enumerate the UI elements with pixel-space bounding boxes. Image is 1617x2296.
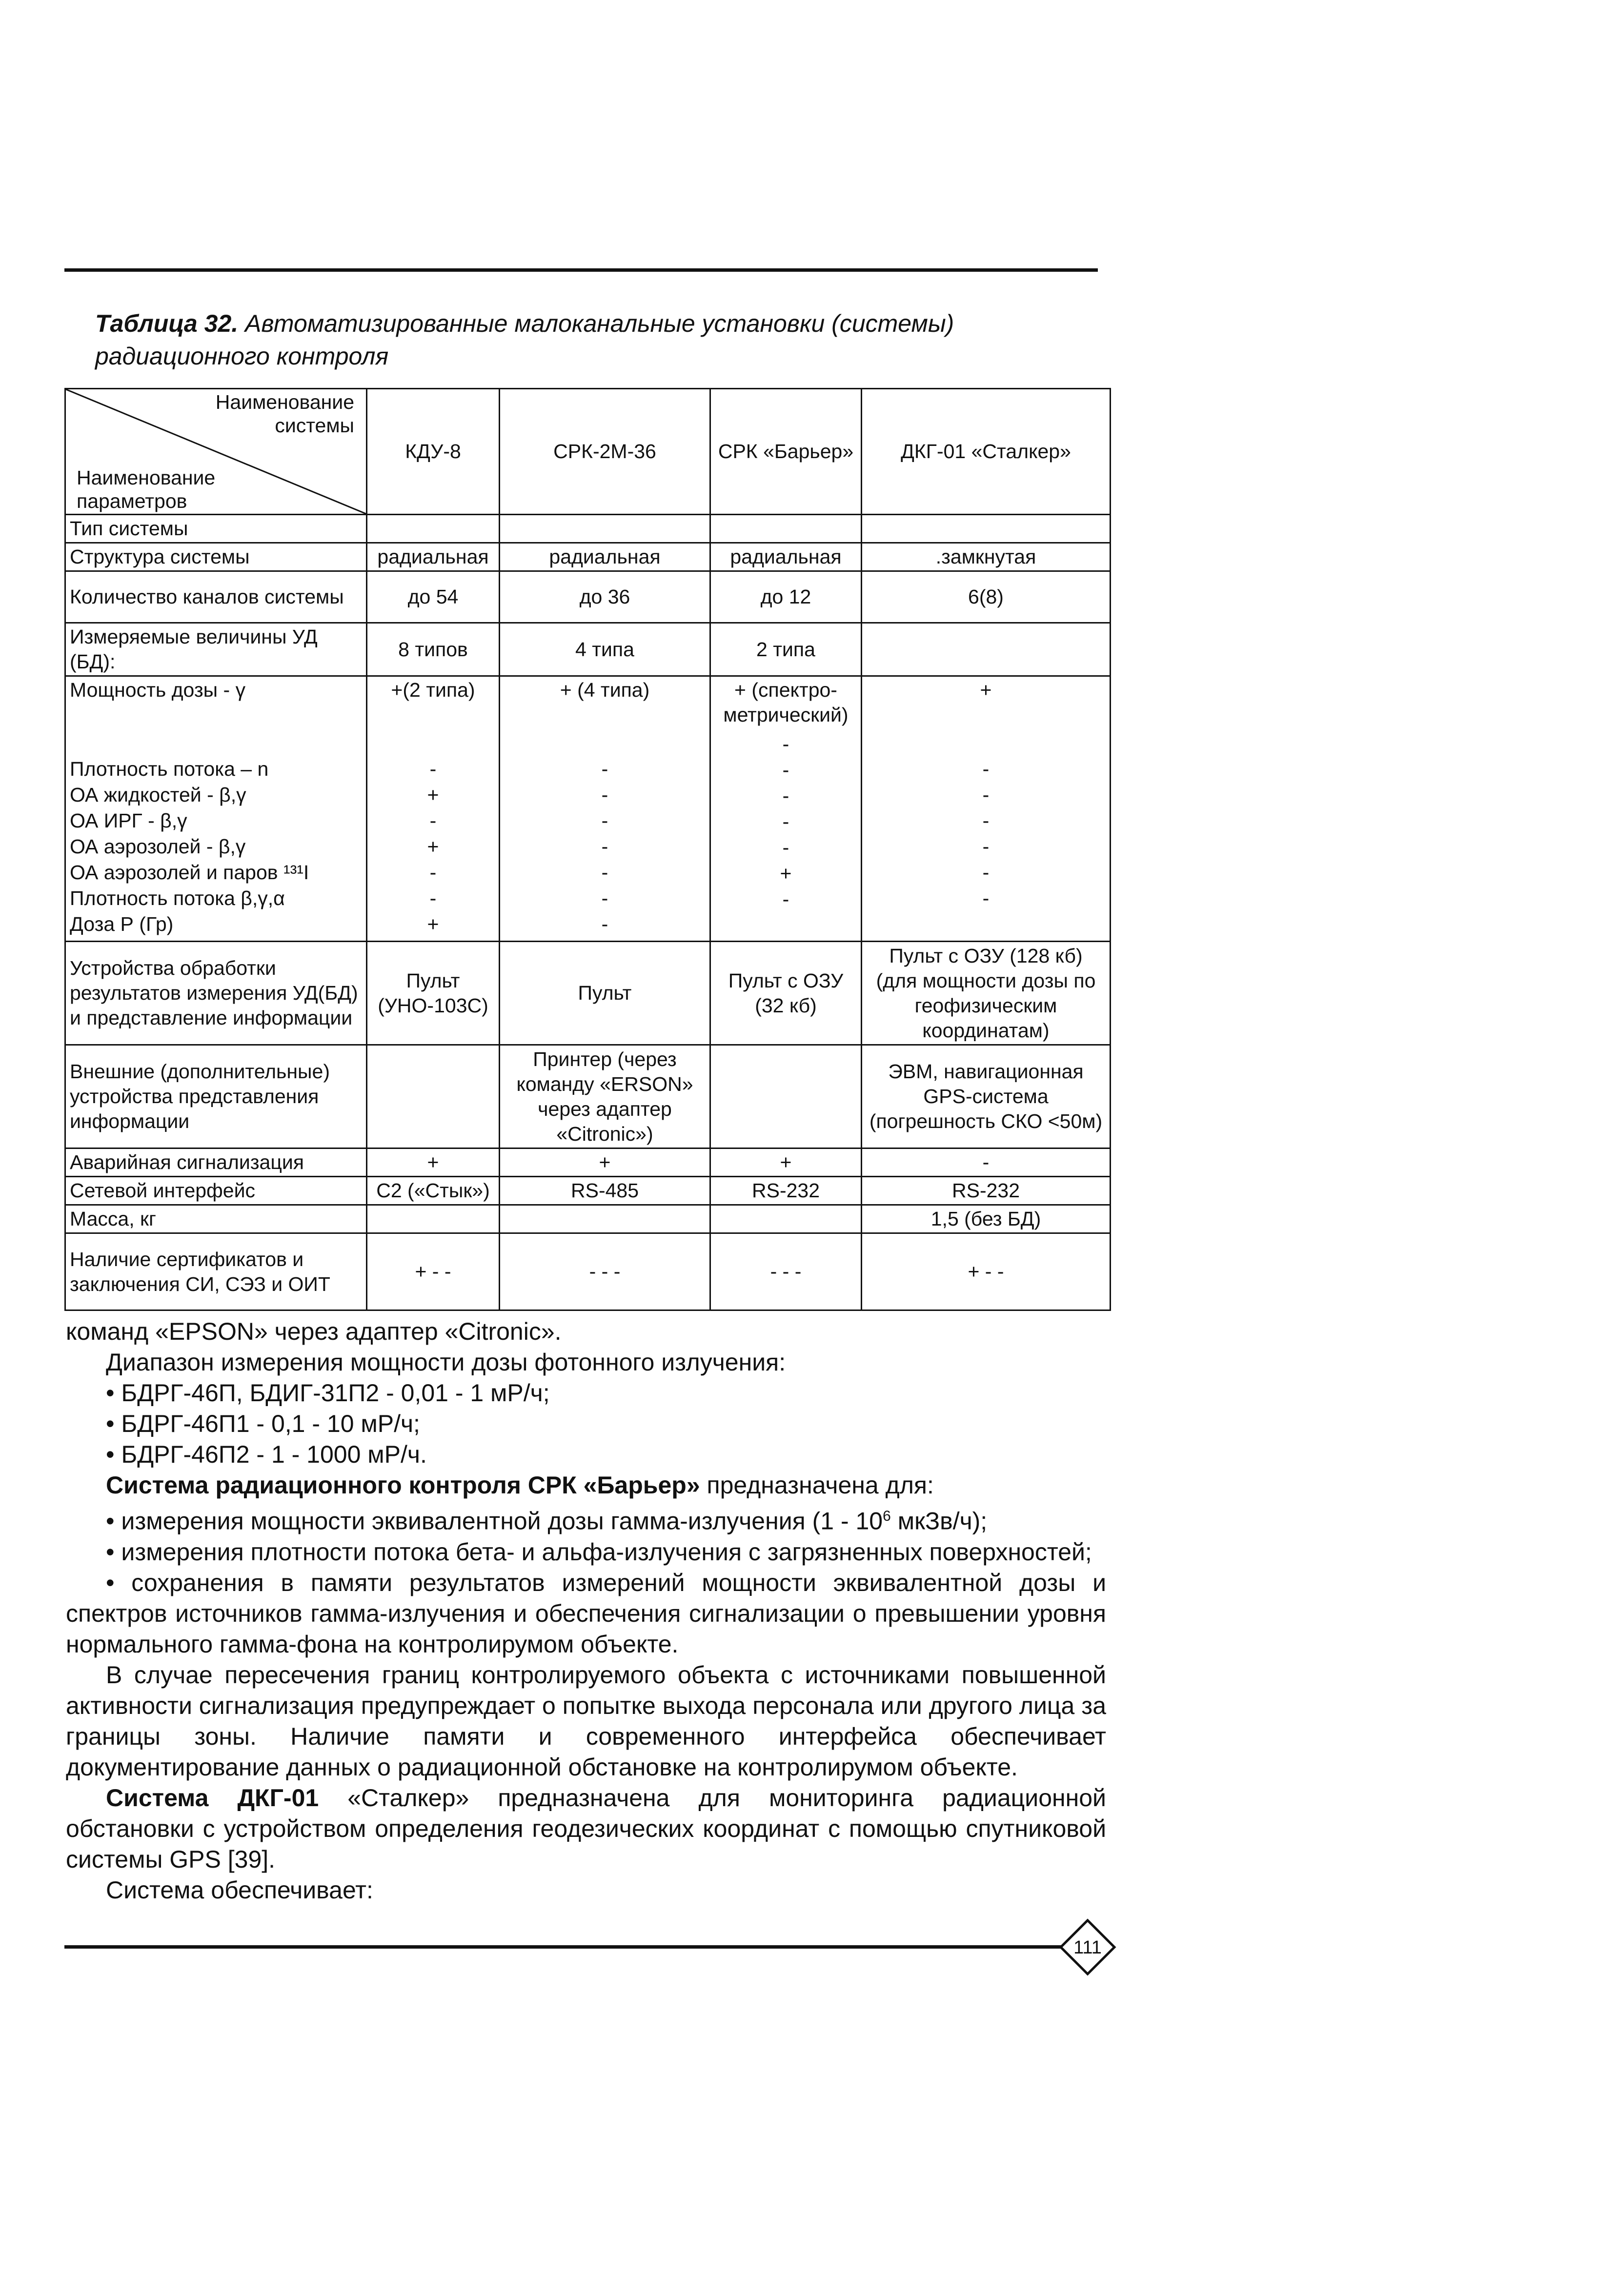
systems-table [64,388,1111,1311]
sub-value-list [371,756,495,937]
table-cell: до 36 [500,571,710,623]
table-cell: +(2 типа) [391,679,475,701]
bullet-item [66,1501,1106,1537]
table-cell: - [982,809,990,832]
page-number-badge [1059,1918,1116,1976]
corner-system-label: Наименование системы [215,391,354,437]
table-cell: RS-232 [710,1177,862,1205]
table-cell: 2 типа [710,623,862,676]
corner-header-cell [65,389,367,515]
table-cell: - [982,835,990,858]
table-cell: до 54 [367,571,500,623]
paragraph: В случае пересечения границ контролируемого объекта с источниками повышенной активности сигнализация предупреждает о попытке выхода персонала или другого лица за границы зоны. Наличие памяти и современного интерфейса обеспечивает документирование данных о радиационной обстановке на контролирумом объекте. [66,1661,1106,1781]
table-cell: - [862,1148,1111,1177]
paragraph: Диапазон измерения мощности дозы фотонного излучения: [106,1349,786,1376]
table-cell: Пульт [500,942,710,1045]
table-cell: радиальная [367,543,500,571]
sub-param-label: Плотность потока – n [70,758,269,780]
header-row [65,389,1111,515]
param-label: Аварийная сигнализация [65,1148,367,1177]
caption-text: Автоматизированные малоканальные установки (системы) радиационного контроля [95,310,954,370]
table-cell [710,515,862,543]
table-cell: - [429,887,437,909]
top-rule [64,268,1098,272]
sub-param-label: ОА аэрозолей - β,γ [70,835,246,858]
system-header-barrier: СРК «Барьер» [710,389,862,515]
param-label: Структура системы [65,543,367,571]
table-cell [710,1045,862,1148]
table-cell [866,911,1106,937]
table-cell: - [601,861,608,884]
system-header-stalker: ДКГ-01 «Сталкер» [862,389,1111,515]
page-number: 111 [1073,1937,1102,1958]
table-row-sub-params [65,676,1111,942]
table-cell: + - - [367,1233,500,1310]
table-cell: + [427,784,439,806]
table-cell: + [780,862,792,885]
table-row [65,623,1111,676]
corner-param-label: Наименование параметров [77,466,216,512]
table-cell: 6(8) [862,571,1111,623]
table-cell-group [862,676,1111,942]
table-cell: 1,5 (без БД) [862,1205,1111,1233]
sub-value-list [504,756,706,937]
table-cell-group [500,676,710,942]
table-cell: С2 («Стык») [367,1177,500,1205]
table-cell: - [782,810,789,833]
sub-param-list [70,756,362,937]
table-row [65,942,1111,1045]
table-cell: радиальная [500,543,710,571]
table-row [65,1045,1111,1148]
bullet-item: • измерения плотности потока бета- и альфа-излучения с загрязненных поверхностей; [106,1538,1092,1566]
table-cell: + [367,1148,500,1177]
body-text [66,1316,1106,1906]
table-cell: - [782,888,789,910]
table-cell: RS-485 [500,1177,710,1205]
table-cell: - [601,913,608,935]
system-header-srk2m36: СРК-2М-36 [500,389,710,515]
table-row [65,1177,1111,1205]
table-cell [500,515,710,543]
param-label: Внешние (дополнительные) устройства представления информации [65,1045,367,1148]
paragraph [66,1783,1106,1875]
table-cell [862,623,1111,676]
sub-param-label: ОА ИРГ - β,γ [70,809,187,832]
text-run: предназначена для: [700,1471,934,1499]
param-label: Наличие сертификатов и заключения СИ, СЭЗ и ОИТ [65,1233,367,1310]
bold-run: Система ДКГ-01 [106,1784,319,1812]
table-row [65,1148,1111,1177]
table-cell: - - - [710,1233,862,1310]
table-cell: - [982,758,990,780]
text-run: «Сталкер» предназначена для мониторинга радиационной обстановки с устройством определения геодезических координат с помощью спутниковой системы GPS [39]. [66,1784,1106,1873]
table-cell: - [601,887,608,909]
table-cell [500,1205,710,1233]
table-cell: RS-232 [862,1177,1111,1205]
table-cell: Пульт с ОЗУ (32 кб) [710,942,862,1045]
table-row [65,1233,1111,1310]
table-cell: до 12 [710,571,862,623]
paragraph: Система обеспечивает: [106,1876,373,1904]
sub-param-label: Доза Р (Гр) [70,913,174,935]
table-cell: - [601,835,608,858]
table-cell [367,1205,500,1233]
table-cell: .замкнутая [862,543,1111,571]
table-cell: - - - [500,1233,710,1310]
table-cell: - [601,784,608,806]
table-cell: - [782,759,789,781]
table-cell: + - - [862,1233,1111,1310]
bottom-rule [64,1945,1065,1949]
table-cell: - [982,861,990,884]
sub-value-list [715,731,857,912]
system-header-kdu8: КДУ-8 [367,389,500,515]
table-cell: Пульт с ОЗУ (128 кб) (для мощности дозы по геофизическим координатам) [862,942,1111,1045]
paragraph [66,1470,1106,1501]
param-label: Масса, кг [65,1205,367,1233]
param-label: Измеряемые величины УД (БД): [65,623,367,676]
table-cell: Принтер (через команду «ERSON» через адаптер «Citronic») [500,1045,710,1148]
table-cell: + [500,1148,710,1177]
table-cell [862,515,1111,543]
param-label: Сетевой интерфейс [65,1177,367,1205]
sub-param-label: ОА жидкостей - β,γ [70,784,246,806]
bold-run: Система радиационного контроля СРК «Барьер» [106,1471,700,1499]
table-cell: - [982,784,990,806]
table-cell: - [982,887,990,909]
table-cell [710,1205,862,1233]
paragraph: команд «EPSON» через адаптер «Citronic». [66,1318,562,1345]
table-cell: - [601,809,608,832]
bullet-item: • БДРГ-46П, БДИГ-31П2 - 0,01 - 1 мР/ч; [106,1379,550,1407]
param-label: Устройства обработки результатов измерения УД(БД) и представление информации [65,942,367,1045]
sub-value-list [866,756,1106,937]
text-run: мкЗв/ч); [890,1507,988,1535]
table-cell-group [710,676,862,942]
table-row [65,515,1111,543]
table-cell: 4 типа [500,623,710,676]
table-row [65,543,1111,571]
table-cell: - [429,809,437,832]
table-cell: - [601,758,608,780]
bullet-item: • сохранения в памяти результатов измерений мощности эквивалентной дозы и спектров источников гамма-излучения и обеспечения сигнализации о превышении уровня нормального гамма-фона на контролирумом объекте. [66,1569,1106,1658]
superscript: 6 [883,1508,891,1524]
param-label: Количество каналов системы [65,571,367,623]
table-cell: 8 типов [367,623,500,676]
param-label: Тип системы [65,515,367,543]
table-cell: + [980,679,992,701]
table-cell-group [367,676,500,942]
table-row [65,571,1111,623]
table-cell [367,515,500,543]
sub-param-label: Плотность потока β,γ,α [70,887,285,909]
table-cell: Пульт (УНО-103С) [367,942,500,1045]
bullet-item: • БДРГ-46П2 - 1 - 1000 мР/ч. [106,1441,427,1468]
table-caption [95,307,1120,373]
table-cell: + [427,913,439,935]
table-cell: - [782,836,789,859]
table-cell: радиальная [710,543,862,571]
param-label-group [65,676,367,942]
table-cell: - [782,785,789,807]
caption-label: Таблица 32. [95,310,239,337]
table-cell: ЭВМ, навигационная GPS-система (погрешность СКО <50м) [862,1045,1111,1148]
sub-param-label: ОА аэрозолей и паров ¹³¹I [70,861,309,884]
table-cell: + [427,835,439,858]
table-cell: - [429,861,437,884]
table-cell: + (спектро-метрический) [723,679,849,726]
bullet-item: • БДРГ-46П1 - 0,1 - 10 мР/ч; [106,1410,420,1437]
table-cell: - [429,758,437,780]
table-cell [367,1045,500,1148]
table-cell: - [782,733,789,755]
text-run: • измерения мощности эквивалентной дозы гамма-излучения (1 - 10 [106,1507,883,1535]
table-row [65,1205,1111,1233]
table-cell: + (4 типа) [560,679,650,701]
table-cell: + [710,1148,862,1177]
param-label: Мощность дозы - γ [70,679,246,701]
